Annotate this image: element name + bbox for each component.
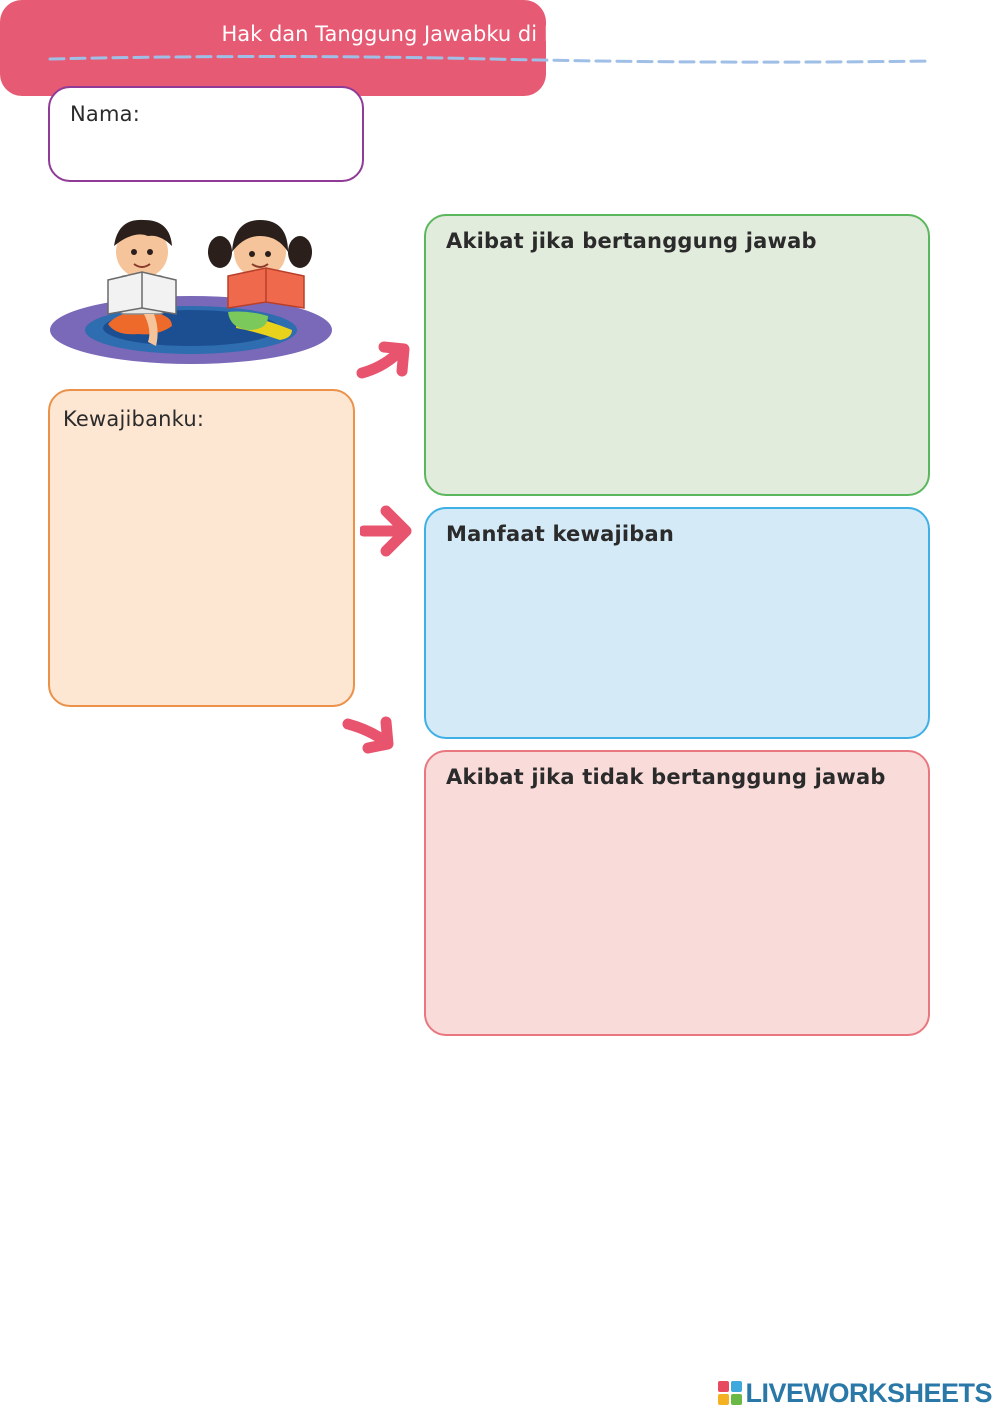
liveworksheets-logo-icon [718, 1381, 742, 1405]
irresponsible-consequence-box[interactable] [424, 750, 930, 1036]
arrow-right-icon [342, 694, 396, 758]
arrow-right-icon [360, 497, 414, 561]
worksheet-title: Hak dan Tanggung Jawabku di Rumah dan di Sekolah [221, 22, 779, 46]
name-field-box[interactable] [48, 86, 364, 182]
duties-label: Kewajibanku: [63, 407, 205, 431]
name-label: Nama: [70, 102, 140, 126]
kids-reading-illustration [48, 206, 334, 368]
brand-wordmark: LIVEWORKSHEETS [745, 1377, 992, 1408]
responsible-consequence-label: Akibat jika bertanggung jawab [446, 229, 817, 253]
arrow-right-icon [356, 337, 410, 401]
decorative-dashed-line [48, 52, 932, 66]
worksheet-title-banner [0, 0, 779, 96]
irresponsible-consequence-label: Akibat jika tidak bertanggung jawab [446, 765, 886, 789]
liveworksheets-brand[interactable] [718, 1376, 992, 1410]
benefit-label: Manfaat kewajiban [446, 522, 675, 546]
benefit-box[interactable] [424, 507, 930, 739]
duties-box[interactable] [48, 389, 355, 707]
responsible-consequence-box[interactable] [424, 214, 930, 496]
